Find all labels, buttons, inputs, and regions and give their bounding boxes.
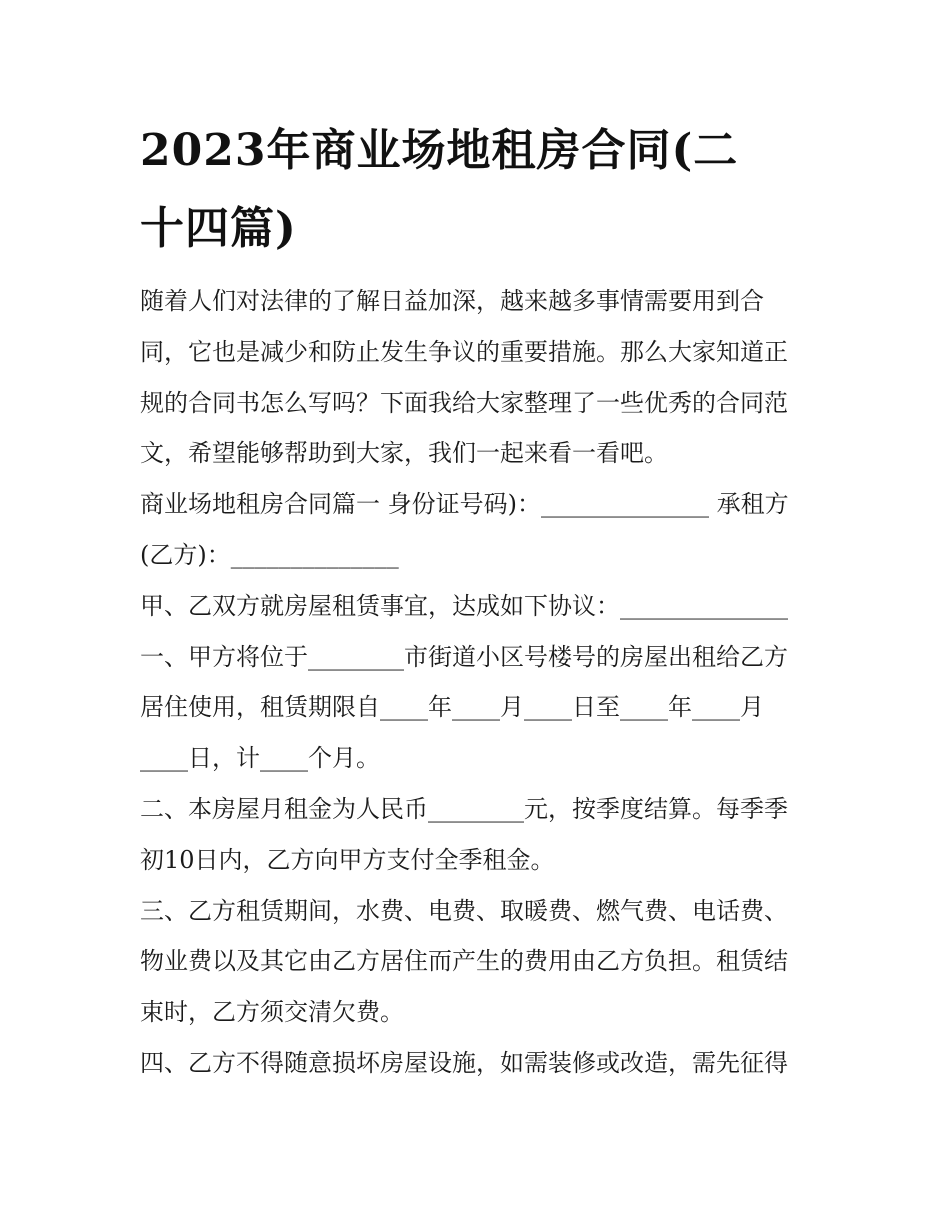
body-line: 初10日内，乙方向甲方支付全季租金。 xyxy=(140,845,555,874)
document-body xyxy=(140,276,820,1089)
body-line: ____日，计____个月。 xyxy=(140,744,380,773)
body-line: 同，它也是减少和防止发生争议的重要措施。那么大家知道正 xyxy=(140,337,788,366)
body-line: 文，希望能够帮助到大家，我们一起来看一看吧。 xyxy=(140,439,668,468)
body-line: 居住使用，租赁期限自____年____月____日至____年____月 xyxy=(140,693,764,722)
body-line: 三、乙方租赁期间，水费、电费、取暖费、燃气费、电话费、 xyxy=(140,896,788,925)
body-line: 一、甲方将位于________市街道小区号楼号的房屋出租给乙方 xyxy=(140,642,788,671)
body-line: 四、乙方不得随意损坏房屋设施，如需装修或改造，需先征得 xyxy=(140,1048,788,1077)
body-line: 随着人们对法律的了解日益加深，越来越多事情需要用到合 xyxy=(140,287,764,315)
body-line: 二、本房屋月租金为人民币________元，按季度结算。每季季 xyxy=(140,794,788,823)
body-line: 束时，乙方须交清欠费。 xyxy=(140,998,404,1027)
body-line: 物业费以及其它由乙方居住而产生的费用由乙方负担。租赁结 xyxy=(140,947,788,976)
document-title xyxy=(140,112,820,268)
title-line-1: 2023年商业场地租房合同(二 xyxy=(140,125,739,176)
body-line: 规的合同书怎么写吗？下面我给大家整理了一些优秀的合同范 xyxy=(140,388,788,417)
title-line-2: 十四篇) xyxy=(140,203,297,254)
body-line: (乙方)：______________ xyxy=(140,540,399,569)
body-line: 甲、乙双方就房屋租赁事宜，达成如下协议：______________ xyxy=(140,591,788,620)
body-line: 商业场地租房合同篇一 身份证号码)：______________ 承租方 xyxy=(140,490,789,519)
